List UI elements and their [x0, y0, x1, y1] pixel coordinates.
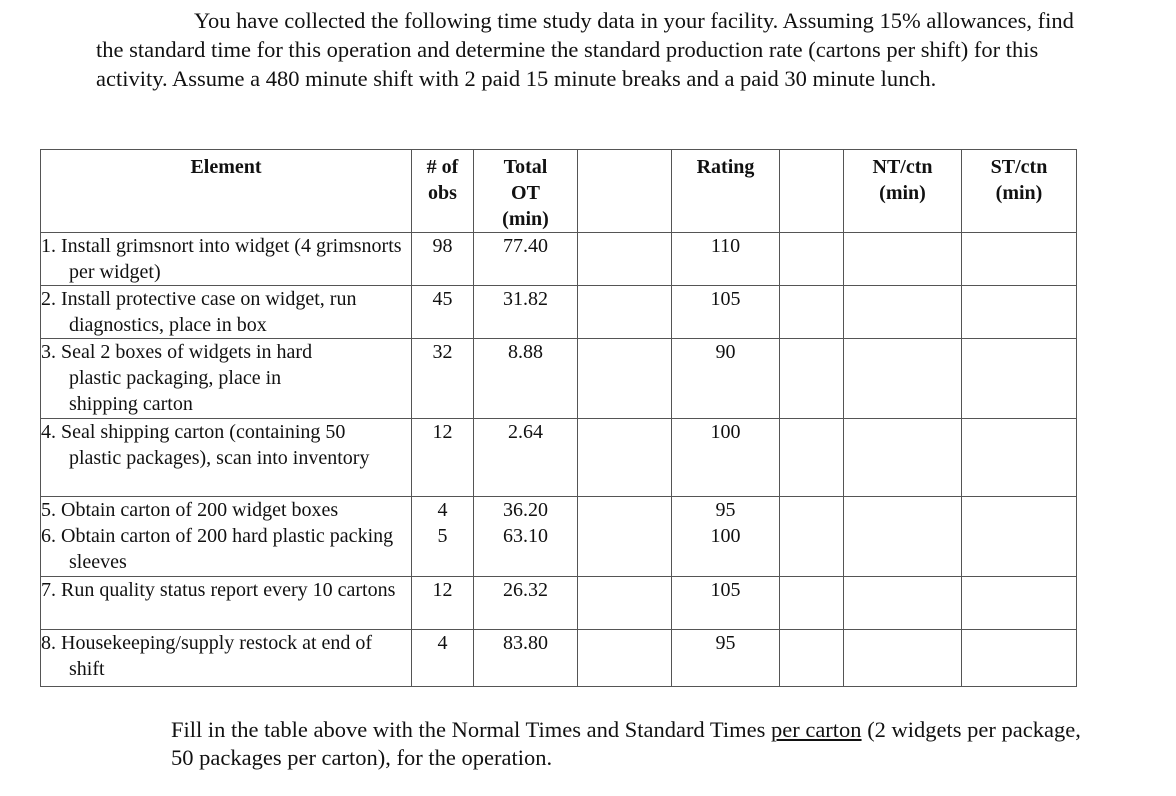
ot-cell: 2.64: [474, 419, 578, 497]
obs-cell: 4: [412, 497, 474, 524]
header-obs: # of obs: [412, 150, 474, 233]
nt-cell: [844, 233, 962, 286]
nt-cell: [844, 339, 962, 419]
st-cell: [962, 576, 1077, 629]
rating-cell: 100: [672, 419, 780, 497]
ot-cell: 77.40: [474, 233, 578, 286]
obs-cell: 98: [412, 233, 474, 286]
table-row: [41, 286, 1077, 339]
blank-cell: [780, 419, 844, 497]
header-nt: NT/ctn (min): [844, 150, 962, 233]
blank-cell: [780, 286, 844, 339]
blank-cell: [578, 629, 672, 686]
blank-cell: [578, 419, 672, 497]
element-cell: 6. Obtain carton of 200 hard plastic packing sleeves: [41, 525, 394, 573]
st-cell: [962, 523, 1077, 576]
table-row: [41, 339, 1077, 419]
table-row: [41, 576, 1077, 629]
instructions: Fill in the table above with the Normal Times and Standard Times per carton (2 widgets per package, 50 packages per carton), for the operation.: [171, 717, 1081, 770]
table-row: [41, 523, 1077, 576]
blank-cell: [578, 286, 672, 339]
table-row: [41, 233, 1077, 286]
header-total-ot: Total OT (min): [474, 150, 578, 233]
blank-cell: [578, 233, 672, 286]
st-cell: [962, 233, 1077, 286]
element-cell: 1. Install grimsnort into widget (4 grimsnorts per widget): [41, 235, 402, 283]
element-cell: 3. Seal 2 boxes of widgets in hard plastic packaging, place in shipping carton: [41, 341, 313, 415]
ot-cell: 63.10: [474, 523, 578, 576]
header-st: ST/ctn (min): [962, 150, 1077, 233]
header-element: Element: [41, 150, 412, 233]
blank-cell: [780, 339, 844, 419]
header-blank-2: [780, 150, 844, 233]
blank-cell: [780, 497, 844, 524]
element-cell: 2. Install protective case on widget, run diagnostics, place in box: [41, 288, 357, 336]
nt-cell: [844, 419, 962, 497]
ot-cell: 83.80: [474, 629, 578, 686]
blank-cell: [578, 523, 672, 576]
rating-cell: 110: [672, 233, 780, 286]
blank-cell: [578, 339, 672, 419]
nt-cell: [844, 576, 962, 629]
obs-cell: 5: [412, 523, 474, 576]
time-study-table: [40, 149, 1077, 687]
element-cell: 8. Housekeeping/supply restock at end of shift: [41, 631, 373, 680]
st-cell: [962, 497, 1077, 524]
element-cell: 4. Seal shipping carton (containing 50 plastic packages), scan into inventory: [41, 421, 370, 469]
header-row: [41, 150, 1077, 233]
nt-cell: [844, 629, 962, 686]
blank-cell: [780, 629, 844, 686]
rating-cell: 100: [672, 523, 780, 576]
st-cell: [962, 286, 1077, 339]
table-row: [41, 629, 1077, 686]
table-row: [41, 497, 1077, 524]
ot-cell: 26.32: [474, 576, 578, 629]
problem-statement: [96, 6, 1096, 93]
blank-cell: [780, 523, 844, 576]
rating-cell: 105: [672, 576, 780, 629]
obs-cell: 12: [412, 576, 474, 629]
element-cell: 7. Run quality status report every 10 cartons: [41, 578, 396, 601]
obs-cell: 4: [412, 629, 474, 686]
st-cell: [962, 419, 1077, 497]
rating-cell: 95: [672, 629, 780, 686]
obs-cell: 12: [412, 419, 474, 497]
element-cell: 5. Obtain carton of 200 widget boxes: [41, 499, 339, 521]
nt-cell: [844, 286, 962, 339]
rating-cell: 90: [672, 339, 780, 419]
ot-cell: 36.20: [474, 497, 578, 524]
st-cell: [962, 339, 1077, 419]
header-rating: Rating: [672, 150, 780, 233]
nt-cell: [844, 523, 962, 576]
nt-cell: [844, 497, 962, 524]
blank-cell: [578, 576, 672, 629]
per-carton-emphasis: per carton: [770, 717, 862, 742]
table-row: [41, 419, 1077, 497]
ot-cell: 31.82: [474, 286, 578, 339]
obs-cell: 32: [412, 339, 474, 419]
blank-cell: [780, 233, 844, 286]
blank-cell: [578, 497, 672, 524]
ot-cell: 8.88: [474, 339, 578, 419]
problem-text: You have collected the following time study data in your facility. Assuming 15% allowances, find the standard time for this operation and determine the standard production rate (cartons per shift) for this activity. Assume a 480 minute shift with 2 paid 15 minute breaks and a paid 30 minute lunch.: [96, 8, 1074, 91]
rating-cell: 105: [672, 286, 780, 339]
header-blank-1: [578, 150, 672, 233]
st-cell: [962, 629, 1077, 686]
rating-cell: 95: [672, 497, 780, 524]
blank-cell: [780, 576, 844, 629]
obs-cell: 45: [412, 286, 474, 339]
